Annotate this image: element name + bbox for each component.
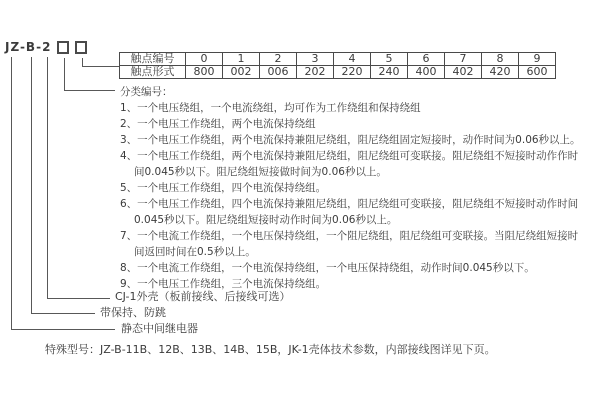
contact-number-row [120,53,556,66]
contact-number-cell: 5 [371,53,408,66]
contact-number-cell: 6 [408,53,445,66]
connector-hold-antipump [32,57,96,314]
connector-contact-table [83,58,120,67]
relay-type-label: 静态中间继电器 [121,322,198,335]
classification-item-7: 7、一个电流工作绕组，一个电压保持绕组，一个阻尼绕组，阻尼绕组可变联接。当阻尼绕组短接时 [120,230,579,242]
classification-item-2: 2、一个电压工作绕组，两个电流保持绕组 [120,118,316,130]
contact-form-row-label: 触点形式 [120,66,186,79]
contact-number-cell: 3 [297,53,334,66]
contact-number-cell: 0 [186,53,223,66]
contact-number-cell: 8 [482,53,519,66]
contact-form-cell: 420 [482,66,519,79]
classification-list [120,84,598,292]
contact-number-cell: 2 [260,53,297,66]
contact-form-cell: 402 [445,66,482,79]
contact-form-cell: 202 [297,66,334,79]
contact-number-row-label: 触点编号 [120,53,186,66]
hold-antipump-label: 带保持、防跳 [100,306,166,319]
contact-form-cell: 400 [408,66,445,79]
special-models-note: 特殊型号：JZ-B-11B、12B、13B、14B、15B，JK-1壳体技术参数，内部接线图详见下页。 [45,343,496,356]
contact-number-cell: 1 [223,53,260,66]
connector-relay-type [12,57,116,330]
connector-shell [48,57,111,299]
model-contact-digit-box [75,41,87,54]
connector-classification [65,58,116,91]
classification-heading: 分类编号： [120,86,173,98]
classification-item-9: 9、一个电压工作绕组，三个电流保持绕组。 [120,278,327,290]
model-classification-digit-box [57,41,69,54]
contact-form-cell: 006 [260,66,297,79]
model-code: JZ-B-2 [5,40,52,54]
classification-item-3: 3、一个电压工作绕组，两个电流保持兼阻尼绕组，阻尼绕组固定短接时，动作时间为0.06秒以上。 [120,134,581,146]
classification-item-7-cont: 间返回时间在0.5秒以上。 [134,246,256,258]
contact-number-cell: 9 [519,53,556,66]
classification-item-6: 6、一个电压工作绕组，四个电流保持兼阻尼绕组，阻尼绕组可变联接，阻尼绕组不短接时动作时间 [120,198,579,210]
model-code-row [5,40,87,54]
contact-form-cell: 220 [334,66,371,79]
contact-form-cell: 600 [519,66,556,79]
contact-table [119,52,556,79]
contact-form-cell: 240 [371,66,408,79]
classification-item-1: 1、一个电压绕组，一个电流绕组，均可作为工作绕组和保持绕组 [120,102,421,114]
classification-item-4-cont: 间0.045秒以下。阻尼绕组短接做时间为0.06秒以上。 [134,166,387,178]
contact-form-row [120,66,556,79]
shell-label: CJ-1外壳（板前接线、后接线可选） [115,290,291,303]
contact-form-cell: 002 [223,66,260,79]
classification-item-6-cont: 0.045秒以下。阻尼绕组短接时动作时间为0.06秒以上。 [134,214,398,226]
contact-number-cell: 7 [445,53,482,66]
contact-form-cell: 800 [186,66,223,79]
classification-item-4: 4、一个电压工作绕组，两个电流保持兼阻尼绕组，阻尼绕组可变联接。阻尼绕组不短接时动作作时 [120,150,579,162]
classification-item-5: 5、一个电压工作绕组，四个电流保持绕组。 [120,182,327,194]
classification-item-8: 8、一个电流工作绕组，一个电流保持绕组，一个电压保持绕组，动作时间0.045秒以下。 [120,262,535,274]
contact-number-cell: 4 [334,53,371,66]
